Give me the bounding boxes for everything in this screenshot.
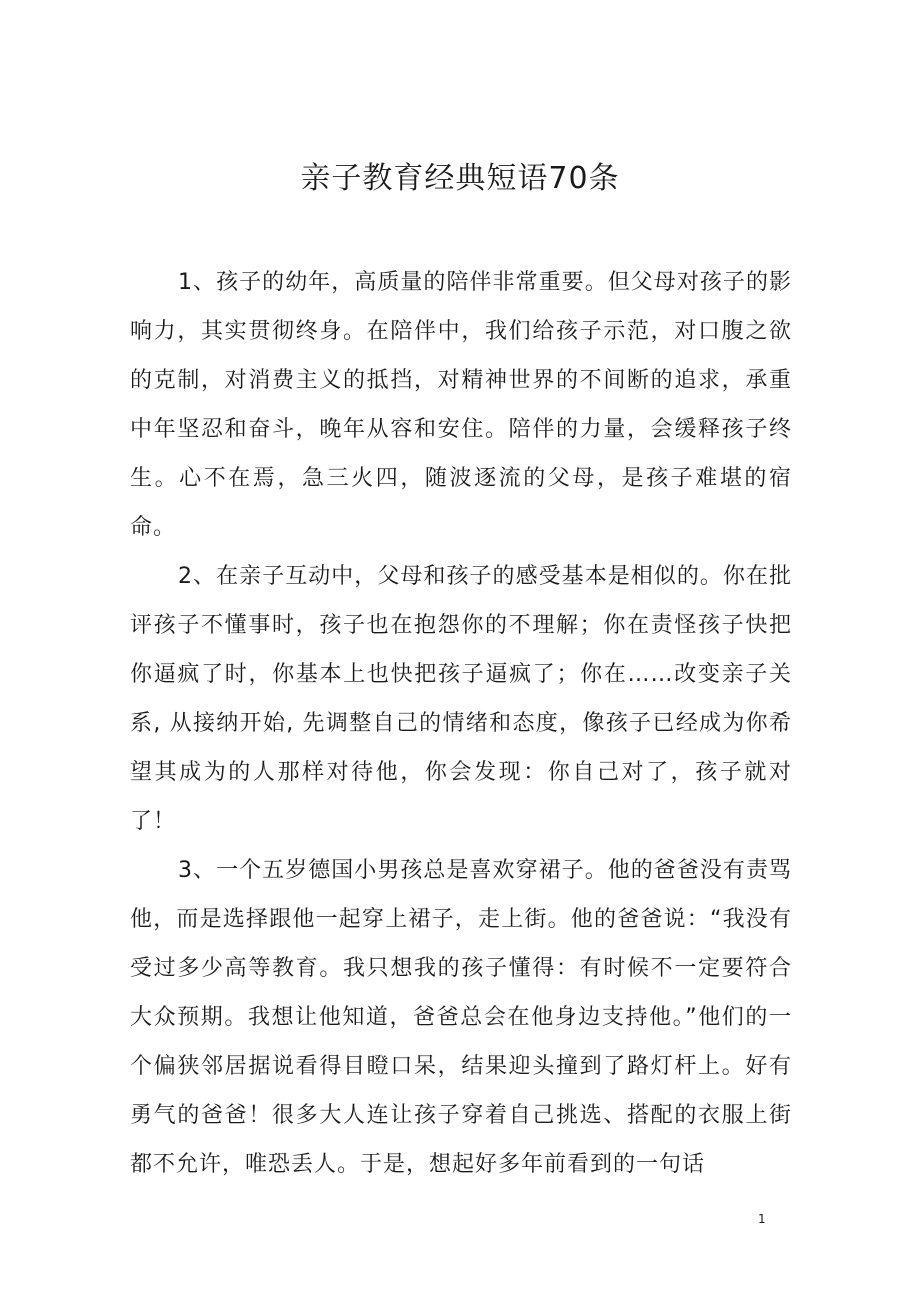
document-title: 亲子教育经典短语70条 (300, 161, 620, 196)
paragraph-1: 1、孩子的幼年，高质量的陪伴非常重要。但父母对孩子的影响力，其实贯彻终身。在陪伴中，我们给孩子示范，对口腹之欲的克制，对消费主义的抵挡，对精神世界的不间断的追求，承重中年坚忍和奋斗，晚年从容和安住。陪伴的力量，会缓释孩子终生。心不在焉，急三火四，随波逐流的父母，是孩子难堪的宿命。 (130, 270, 792, 540)
page-number: 1 (758, 1212, 766, 1226)
paragraph-2: 2、在亲子互动中，父母和孩子的感受基本是相似的。你在批评孩子不懂事时，孩子也在抱怨你的不理解；你在责怪孩子快把你逼疯了时，你基本上也快把孩子逼疯了；你在……改变亲子关系, 从接纳开始, 先调整自己的情绪和态度，像孩子已经成为你希望其成为的人那样对待他，你会发现：你自己对了，孩子就对了！ (130, 564, 792, 834)
document-body (130, 258, 792, 1189)
paragraph-3: 3、一个五岁德国小男孩总是喜欢穿裙子。他的爸爸没有责骂他，而是选择跟他一起穿上裙子，走上街。他的爸爸说：“我没有受过多少高等教育。我只想我的孩子懂得：有时候不一定要符合大众预期。我想让他知道，爸爸总会在他身边支持他。”他们的一个偏狭邻居据说看得目瞪口呆，结果迎头撞到了路灯杆上。好有勇气的爸爸！很多大人连让孩子穿着自己挑选、搭配的衣服上街都不允许，唯恐丢人。于是，想起好多年前看到的一句话 (130, 858, 792, 1177)
